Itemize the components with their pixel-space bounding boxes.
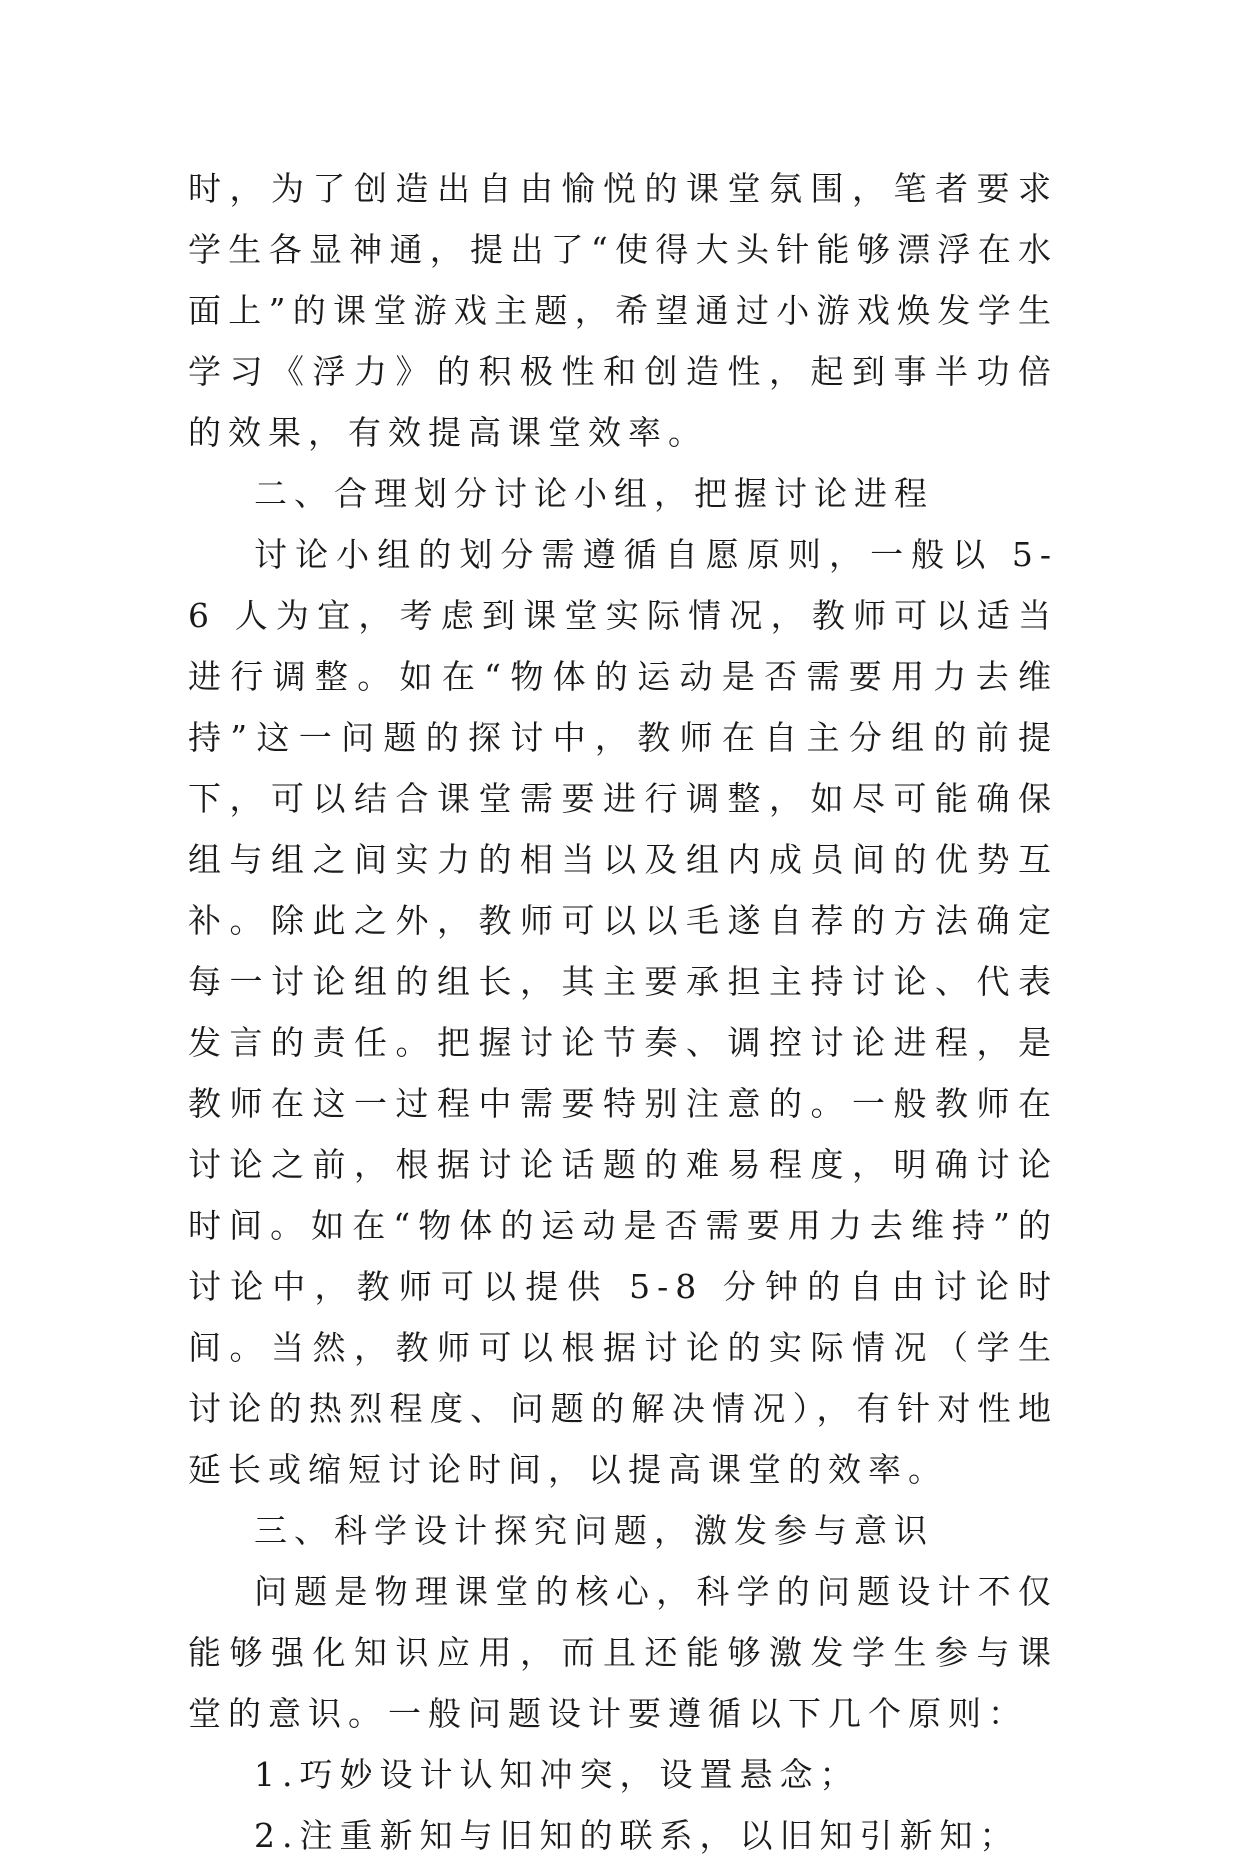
paragraph-continuation: 时，为了创造出自由愉悦的课堂氛围，笔者要求学生各显神通，提出了“使得大头针能够漂浮在水面上”的课堂游戏主题，希望通过小游戏焕发学生学习《浮力》的积极性和创造性，起到事半功倍的效果，有效提高课堂效率。: [188, 169, 1058, 452]
list-item-2: 2.注重新知与旧知的联系，以旧知引新知；: [254, 1816, 1020, 1855]
section-heading-2: 二、合理划分讨论小组，把握讨论进程: [254, 474, 934, 513]
document-body: [188, 158, 1058, 1866]
section-heading-3: 三、科学设计探究问题，激发参与意识: [254, 1511, 934, 1550]
paragraph-question-design: 问题是物理课堂的核心，科学的问题设计不仅能够强化知识应用，而且还能够激发学生参与课堂的意识。一般问题设计要遵循以下几个原则：: [188, 1572, 1058, 1733]
paragraph-discussion-groups: 讨论小组的划分需遵循自愿原则，一般以 5-6 人为宜，考虑到课堂实际情况，教师可以适当进行调整。如在“物体的运动是否需要用力去维持”这一问题的探讨中，教师在自主分组的前提下，可以结合课堂需要进行调整，如尽可能确保组与组之间实力的相当以及组内成员间的优势互补。除此之外，教师可以以毛遂自荐的方法确定每一讨论组的组长，其主要承担主持讨论、代表发言的责任。把握讨论节奏、调控讨论进程，是教师在这一过程中需要特别注意的。一般教师在讨论之前，根据讨论话题的难易程度，明确讨论时间。如在“物体的运动是否需要用力去维持”的讨论中，教师可以提供 5-8 分钟的自由讨论时间。当然，教师可以根据讨论的实际情况（学生讨论的热烈程度、问题的解决情况），有针对性地延长或缩短讨论时间，以提高课堂的效率。: [188, 535, 1058, 1489]
list-item-1: 1.巧妙设计认知冲突，设置悬念；: [254, 1755, 860, 1794]
